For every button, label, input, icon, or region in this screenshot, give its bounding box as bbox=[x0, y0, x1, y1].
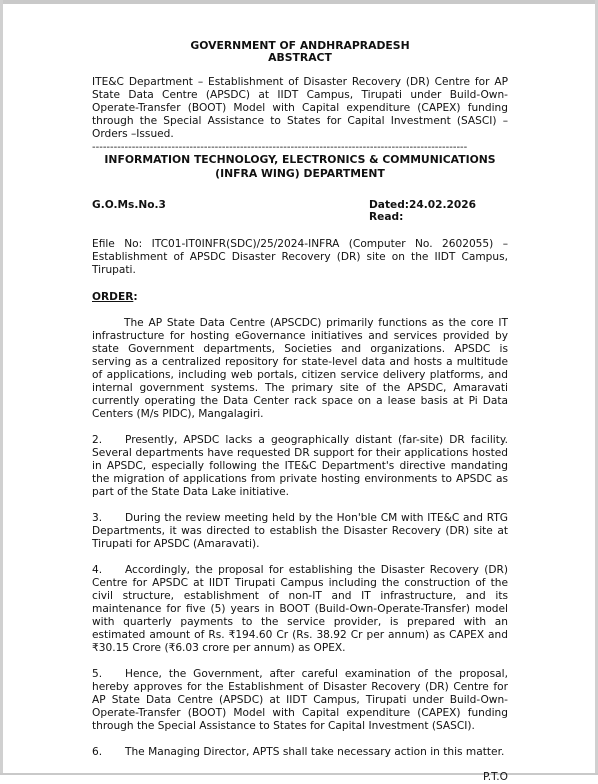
order-paragraph-4 bbox=[92, 564, 508, 655]
paragraph-text: Hence, the Government, after careful examination of the proposal, hereby approves for the Establishment of Disaster Recovery (DR) Centre for AP State Data Centre (APSDC) at IIDT Campus, Tirupati under Build-Own-Operate-Transfer (BOOT) Model with Capital expenditure (CAPEX) funding through the Special Assistance to States for Capital Investment (SASCI). bbox=[92, 668, 508, 732]
go-date: Dated:24.02.2026 bbox=[369, 199, 477, 211]
order-heading bbox=[92, 291, 508, 304]
order-paragraph-3 bbox=[92, 512, 508, 551]
department-line-2: (INFRA WING) DEPARTMENT bbox=[215, 167, 385, 180]
paragraph-text: Accordingly, the proposal for establishing the Disaster Recovery (DR) Centre for APSDC at IIDT Tirupati Campus including the construction of the civil structure, establishment of non-IT and IT infrastructure, and its maintenance for five (5) years in BOOT (Build-Own-Operate-Transfer) model with quarterly payments to the service provider, is prepared with an estimated amount of Rs. ₹194.60 Cr (Rs. 38.92 Cr per annum) as CAPEX and ₹30.15 Crore (₹6.03 crore per annum) as OPEX. bbox=[92, 564, 508, 654]
order-paragraph-2 bbox=[92, 434, 508, 499]
order-heading-text: ORDER bbox=[92, 291, 134, 303]
abstract-text: ITE&C Department – Establishment of Disaster Recovery (DR) Centre for AP State Data Centre (APSDC) at IIDT Campus, Tirupati under Build-Own-Operate-Transfer (BOOT) Model with Capital expenditure (CAPEX) funding through the Special Assistance to States for Capital Investment (SASCI) – Orders –Issued. bbox=[92, 76, 508, 140]
paragraph-number: 3. bbox=[92, 512, 103, 524]
order-paragraph-5 bbox=[92, 668, 508, 733]
pto-label: P.T.O bbox=[482, 771, 508, 783]
document-page bbox=[92, 40, 508, 784]
viewer-top-border bbox=[0, 0, 598, 4]
paragraph-number: 4. bbox=[92, 564, 103, 576]
abstract-label: ABSTRACT bbox=[268, 51, 332, 64]
go-number: G.O.Ms.No.3 bbox=[92, 199, 166, 211]
order-paragraph-1: The AP State Data Centre (APSCDC) primarily functions as the core IT infrastructure for hosting eGovernance initiatives and services provided by state Government departments, Societies and organizations. APSDC is serving as a centralized repository for state-level data and hosts a multitude of applications, including web portals, citizen service delivery platforms, and internal government systems. The primary site of the APSDC, Amaravati currently operating the Data Center rack space on a lease basis at Pi Data Centers (M/s PIDC), Mangalagiri. bbox=[92, 317, 508, 420]
paragraph-number: 2. bbox=[92, 434, 103, 446]
read-label: Read: bbox=[369, 211, 404, 223]
order-heading-colon: : bbox=[133, 291, 138, 303]
viewer-left-border bbox=[0, 0, 3, 775]
paragraph-text: During the review meeting held by the Hon'ble CM with ITE&C and RTG Departments, it was directed to establish the Disaster Recovery (DR) site at Tirupati for APSDC (Amaravati). bbox=[92, 512, 508, 550]
paragraph-text: Presently, APSDC lacks a geographically distant (far-site) DR facility. Several departments have requested DR support for their applications hosted in APSDC, especially following the ITE&C Department's directive mandating the migration of applications from private hosting environments to APSDC as part of the State Data Lake initiative. bbox=[92, 434, 508, 498]
paragraph-text: The Managing Director, APTS shall take necessary action in this matter. bbox=[125, 746, 505, 758]
department-line-1: INFORMATION TECHNOLOGY, ELECTRONICS & COMMUNICATIONS bbox=[104, 153, 496, 166]
go-reference-row bbox=[92, 199, 508, 225]
separator-line: -------------------------------------------------------------------------------------------------------- bbox=[92, 143, 468, 153]
paragraph-number: 5. bbox=[92, 668, 103, 680]
efile-reference: Efile No: ITC01-IT0INFR(SDC)/25/2024-INFRA (Computer No. 2602055) – Establishment of APSDC Disaster Recovery (DR) site on the IIDT Campus, Tirupati. bbox=[92, 238, 508, 276]
paragraph-number: 6. bbox=[92, 746, 103, 758]
order-paragraph-6 bbox=[92, 746, 508, 759]
government-title: GOVERNMENT OF ANDHRAPRADESH bbox=[190, 39, 410, 52]
